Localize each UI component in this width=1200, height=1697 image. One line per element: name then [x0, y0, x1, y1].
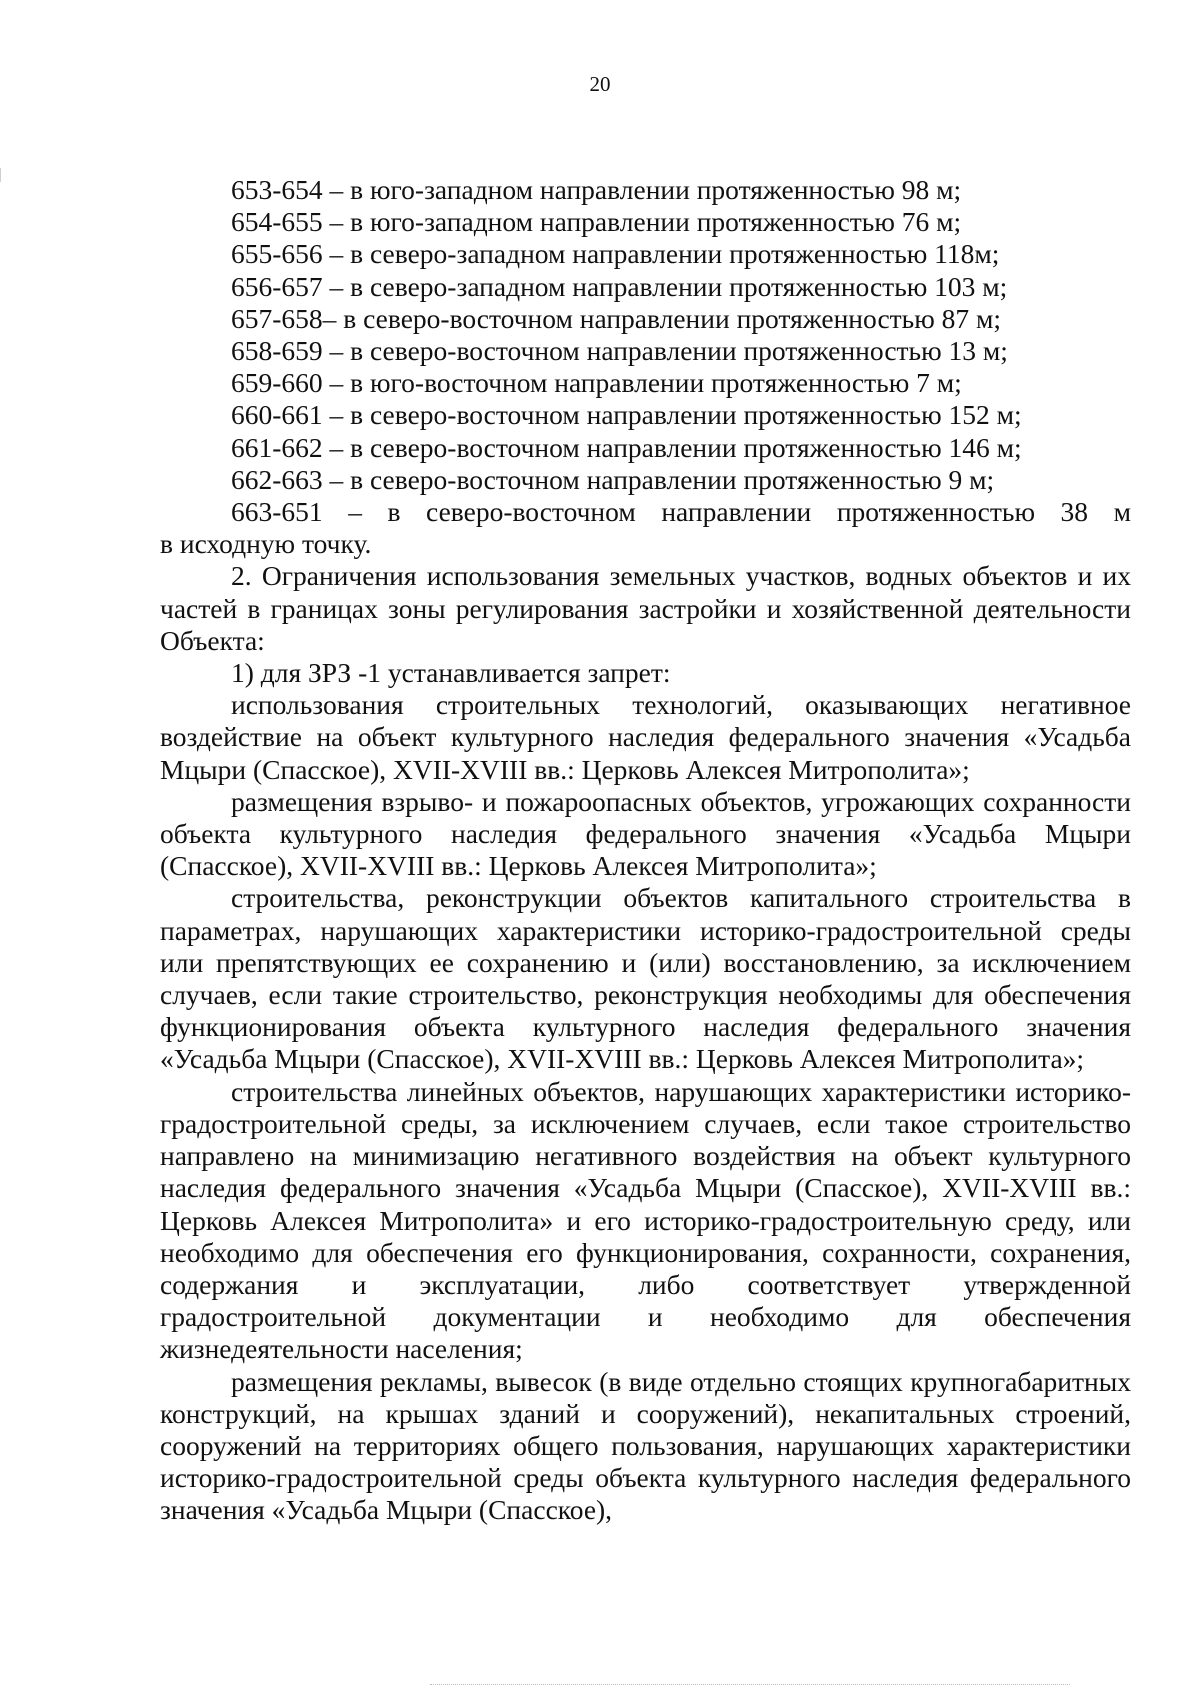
last-segment-continuation: в исходную точку.: [160, 528, 372, 560]
segment-line: 654-655 – в юго-западном направлении протяженностью 76 м;: [231, 206, 962, 238]
last-segment-line: 663-651 – в северо-восточном направлении протяженностью 38 м: [231, 496, 1131, 528]
subsection-1: 1) для ЗРЗ -1 устанавливается запрет:: [231, 657, 671, 689]
segment-line: 658-659 – в северо-восточном направлении протяженностью 13 м;: [231, 335, 1008, 367]
scan-edge-mark: [0, 168, 6, 182]
segment-line: 657-658– в северо-восточном направлении протяженностью 87 м;: [231, 302, 1002, 334]
section-2-heading: 2. Ограничения использования земельных участков, водных объектов и их частей в границах зоны регулирования застройки и хозяйственной деятельности Объекта:: [160, 560, 1131, 656]
document-body: [160, 174, 1131, 1527]
page-number: 20: [589, 72, 611, 96]
scan-noise-line: [430, 1684, 1070, 1687]
segment-line: 661-662 – в северо-восточном направлении протяженностью 146 м;: [231, 431, 1022, 463]
prohibition-item: строительства, реконструкции объектов капитального строительства в параметрах, нарушающих характеристики историко-градостроительной среды или препятствующих ее сохранению и (или) восстановлению, за исключением случаев, если такие строительство, реконструкция необходимы для обеспечения функционирования объекта культурного наследия федерального значения «Усадьба Мцыри (Спасское), XVII-XVIII вв.: Церковь Алексея Митрополита»;: [160, 882, 1131, 1075]
segment-line: 659-660 – в юго-восточном направлении протяженностью 7 м;: [231, 367, 962, 399]
prohibition-item: размещения рекламы, вывесок (в виде отдельно стоящих крупногабаритных конструкций, на крышах зданий и сооружений), некапитальных строений, сооружений на территориях общего пользования, нарушающих характеристики историко-градостроительной среды объекта культурного наследия федерального значения «Усадьба Мцыри (Спасское),: [160, 1365, 1131, 1526]
prohibition-item: размещения взрыво- и пожароопасных объектов, угрожающих сохранности объекта культурного наследия федерального значения «Усадьба Мцыри (Спасское), XVII-XVIII вв.: Церковь Алексея Митрополита»;: [160, 785, 1131, 882]
segment-line: 655-656 – в северо-западном направлении протяженностью 118м;: [231, 238, 1000, 270]
segment-line: 656-657 – в северо-западном направлении протяженностью 103 м;: [231, 270, 1008, 302]
segment-line: 660-661 – в северо-восточном направлении протяженностью 152 м;: [231, 399, 1022, 431]
segment-line: 662-663 – в северо-восточном направлении протяженностью 9 м;: [231, 463, 995, 495]
prohibition-item: строительства линейных объектов, нарушающих характеристики историко-градостроительной среды, за исключением случаев, если такое строительство направлено на минимизацию негативного воздействия на объект культурного наследия федерального значения «Усадьба Мцыри (Спасское), XVII-XVIII вв.: Церковь Алексея Митрополита» и его историко-градостроительную среду, или необходимо для обеспечения его функционирования, сохранности, сохранения, содержания и эксплуатации, либо соответствует утвержденной градостроительной документации и необходимо для обеспечения жизнедеятельности населения;: [160, 1075, 1131, 1365]
segment-line: 653-654 – в юго-западном направлении протяженностью 98 м;: [231, 174, 962, 205]
prohibition-item: использования строительных технологий, оказывающих негативное воздействие на объект культурного наследия федерального значения «Усадьба Мцыри (Спасское), XVII-XVIII вв.: Церковь Алексея Митрополита»;: [160, 689, 1131, 785]
